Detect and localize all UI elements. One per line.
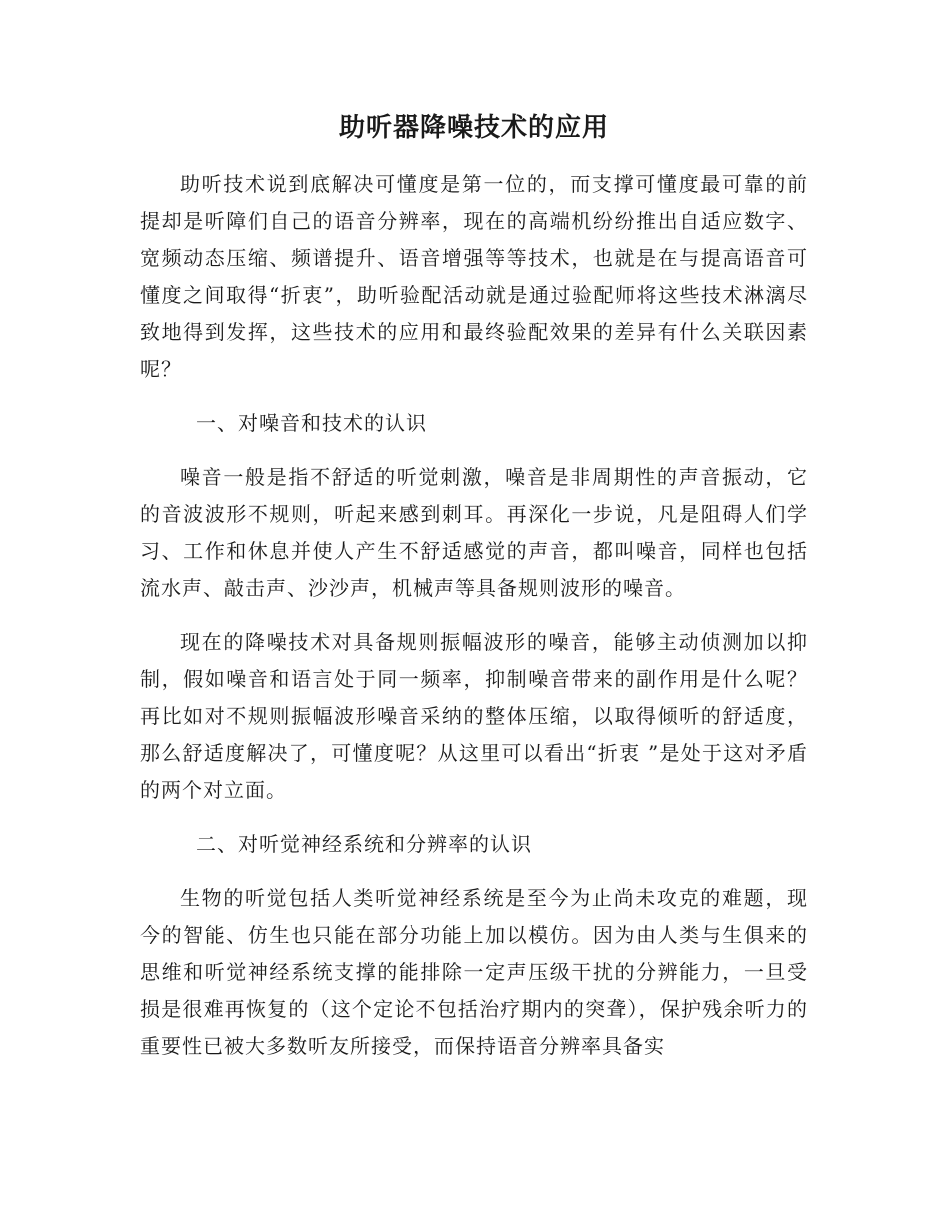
paragraph-intro: 助听技术说到底解决可懂度是第一位的，而支撑可懂度最可靠的前提却是听障们自己的语音分辨率，现在的高端机纷纷推出自适应数字、宽频动态压缩、频谱提升、语音增强等等技术，也就是在与提高语音可懂度之间取得“折衷”，助听验配活动就是通过验配师将这些技术淋漓尽致地得到发挥，这些技术的应用和最终验配效果的差异有什么关联因素呢？ bbox=[140, 172, 808, 381]
paragraph-auditory-system: 生物的听觉包括人类听觉神经系统是至今为止尚未攻克的难题，现今的智能、仿生也只能在部分功能上加以模仿。因为由人类与生俱来的思维和听觉神经系统支撑的能排除一定声压级干扰的分辨能力，一旦受损是很难再恢复的（这个定论不包括治疗期内的突聋），保护残余听力的重要性已被大多数听友所接受，而保持语音分辨率具备实 bbox=[140, 886, 808, 1058]
paragraph-noise-definition: 噪音一般是指不舒适的听觉刺激，噪音是非周期性的声音振动，它的音波波形不规则，听起来感到刺耳。再深化一步说，凡是阻碍人们学习、工作和休息并使人产生不舒适感觉的声音，都叫噪音，同样也包括流水声、敲击声、沙沙声，机械声等具备规则波形的噪音。 bbox=[140, 465, 808, 600]
section-heading-2: 二、对听觉神经系统和分辨率的认识 bbox=[196, 832, 532, 856]
document-page bbox=[140, 108, 808, 1065]
document-title: 助听器降噪技术的应用 bbox=[338, 113, 609, 143]
paragraph-noise-reduction: 现在的降噪技术对具备规则振幅波形的噪音，能够主动侦测加以抑制，假如噪音和语言处于同一频率，抑制噪音带来的副作用是什么呢？再比如对不规则振幅波形噪音采纳的整体压缩，以取得倾听的舒适度，那么舒适度解决了，可懂度呢？从这里可以看出“折衷 ”是处于这对矛盾的两个对立面。 bbox=[140, 630, 808, 802]
section-heading-1: 一、对噪音和技术的认识 bbox=[196, 411, 427, 435]
